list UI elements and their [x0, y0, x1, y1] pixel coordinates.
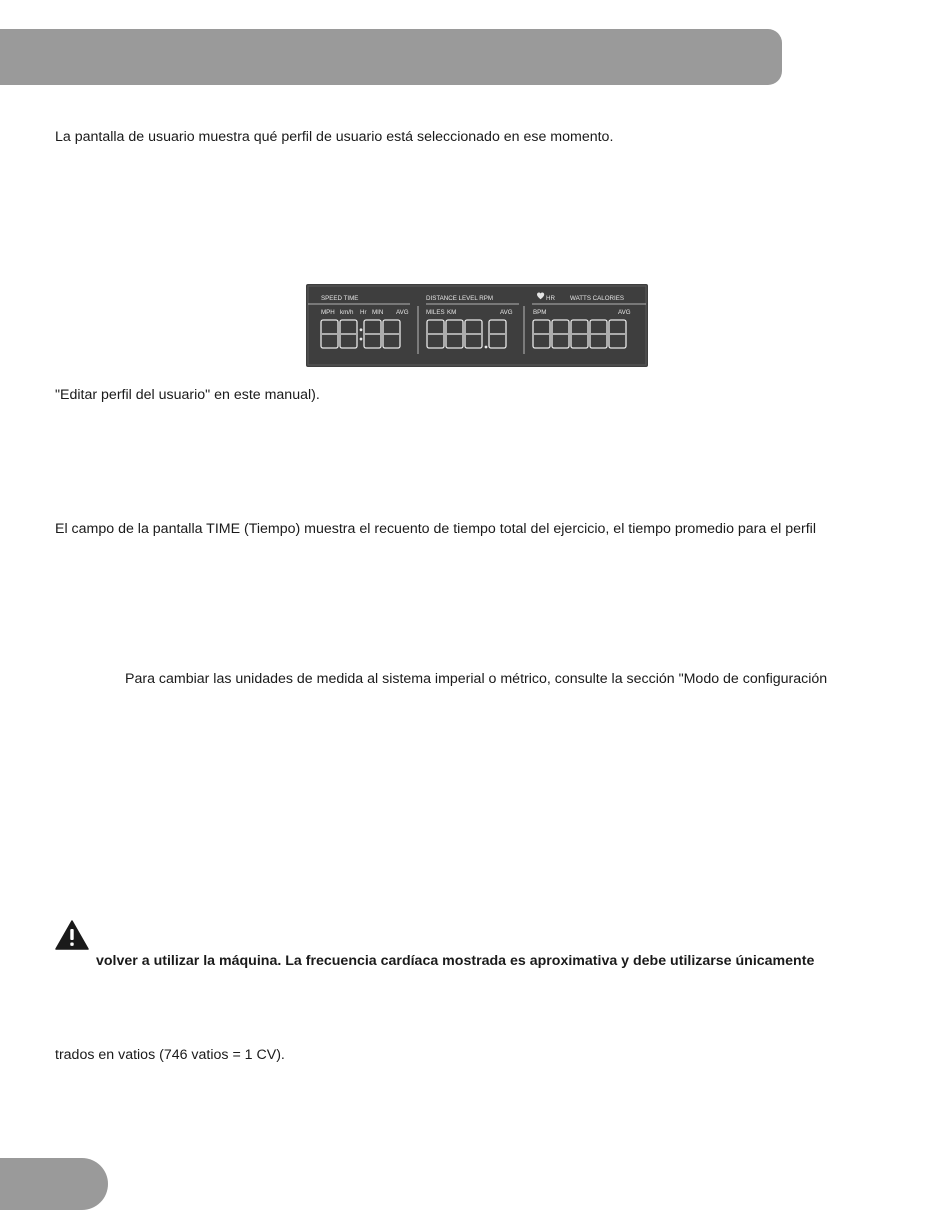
console-unit-mph: MPH — [321, 309, 335, 316]
warning-icon — [55, 920, 89, 950]
header-bar — [0, 29, 782, 85]
console-unit-bpm: BPM — [533, 309, 547, 316]
console-display — [306, 284, 648, 367]
console-display-graphic — [306, 284, 648, 367]
console-unit-hr: Hr — [360, 309, 367, 316]
console-digits-speed-time — [321, 320, 400, 348]
console-label-watts-calories: WATTS CALORIES — [570, 295, 624, 302]
digit-separator — [360, 328, 363, 331]
console-unit-km: KM — [447, 309, 457, 316]
paragraph-user-screen: La pantalla de usuario muestra qué perfil de usuario está seleccionado en ese momento. — [55, 129, 614, 145]
console-unit-avg2: AVG — [500, 309, 513, 316]
console-label-distance-level-rpm: DISTANCE LEVEL RPM — [426, 295, 494, 302]
paragraph-edit-profile: "Editar perfil del usuario" en este manual). — [55, 387, 320, 403]
console-unit-min: MIN — [372, 309, 384, 316]
heart-icon — [537, 292, 544, 299]
paragraph-watts: trados en vatios (746 vatios = 1 CV). — [55, 1047, 285, 1063]
console-label-hr: HR — [546, 295, 555, 302]
console-unit-avg3: AVG — [618, 309, 631, 316]
digit-separator — [485, 346, 488, 349]
console-digits-distance — [427, 320, 506, 348]
console-digits-hr-watts — [533, 320, 626, 348]
paragraph-time-field: El campo de la pantalla TIME (Tiempo) muestra el recuento de tiempo total del ejercicio, el tiempo promedio para el perfil — [55, 521, 816, 537]
console-unit-kmh: km/h — [340, 309, 354, 316]
digit-separator — [360, 338, 363, 341]
console-label-speed-time: SPEED TIME — [321, 295, 359, 302]
paragraph-heart-rate-warning: volver a utilizar la máquina. La frecuencia cardíaca mostrada es aproximativa y debe utilizarse únicamente — [96, 953, 815, 969]
console-unit-avg: AVG — [396, 309, 409, 316]
console-unit-miles: MILES — [426, 309, 445, 316]
paragraph-units-note: Para cambiar las unidades de medida al sistema imperial o métrico, consulte la sección "Modo de configuración — [125, 671, 828, 687]
page-number-tab — [0, 1158, 108, 1210]
